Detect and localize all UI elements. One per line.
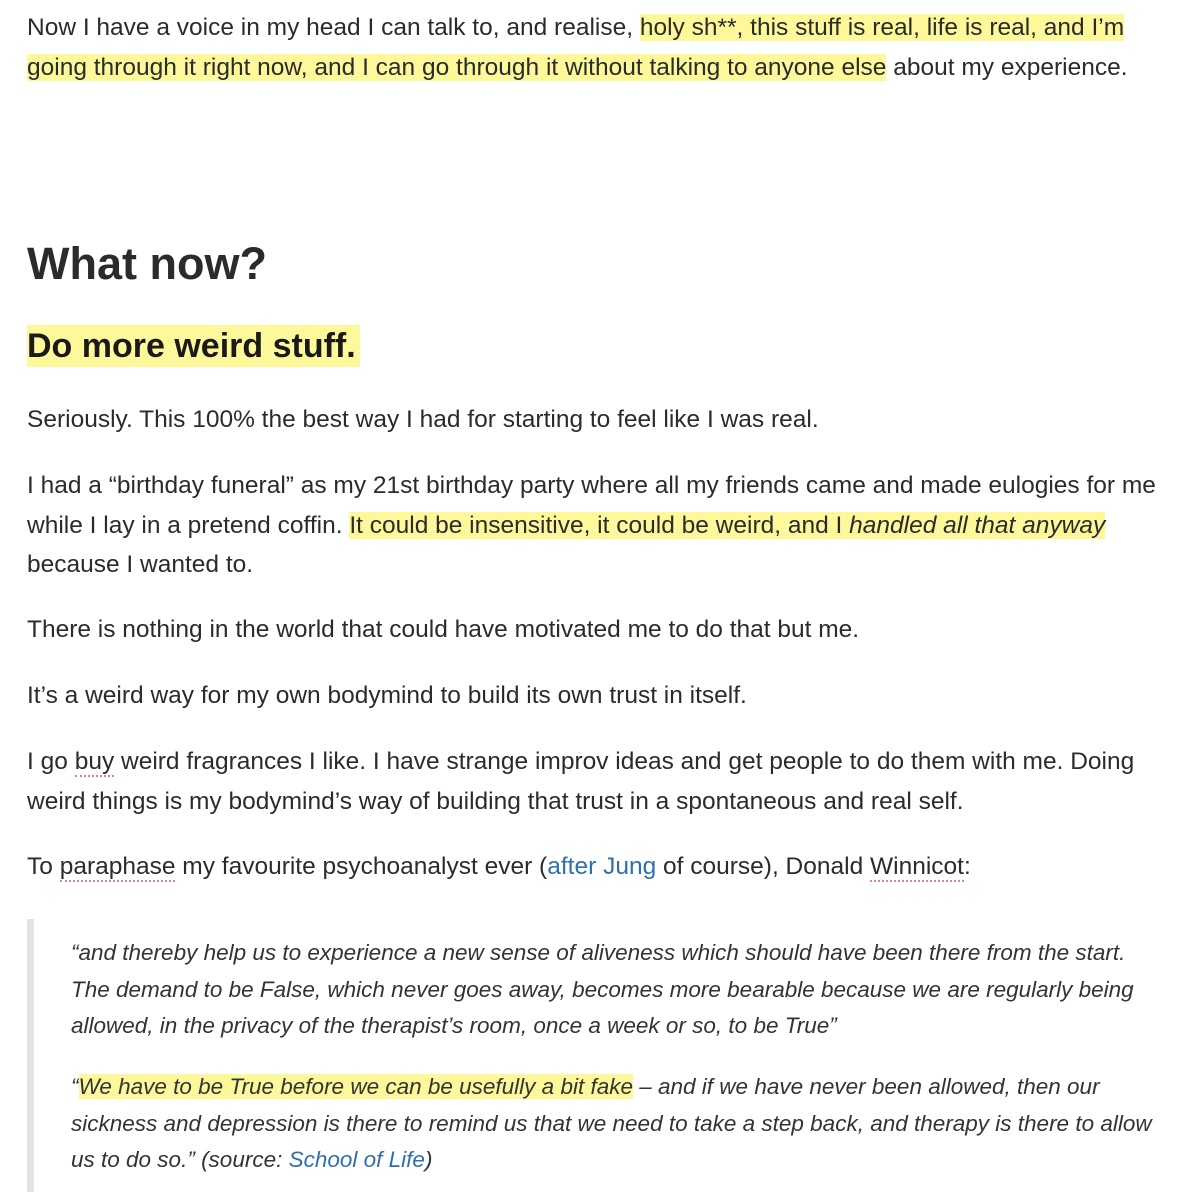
quote-two-text: – and if we have never been allowed, then our sickness and depression is there to remind us that we need to take a step back, and therapy is there to allow us to do so.” (source: [71,1074,1152,1172]
fragrances-text-after: weird fragrances I like. I have strange improv ideas and get people to do them with me. Doing weird things is my bodymind’s way of building that trust in a spontaneous and real self. [27,748,1135,815]
intro-text-before: Now I have a voice in my head I can talk to, and realise, [27,14,640,41]
quote-two-close: ) [424,1147,433,1172]
fragrances-text-before: I go [27,748,75,775]
intro-highlight: holy sh**, this stuff is real, life is real, and I’m going through it right now, and I can go through it without talking to anyone else [27,14,1125,81]
paragraph-funeral [27,466,1187,585]
after-jung-link[interactable]: after Jung [547,853,657,880]
spellcheck-word-winnicot[interactable]: Winnicot [870,853,964,880]
spellcheck-word-paraphase[interactable]: paraphase [59,853,176,880]
blockquote-two [71,1069,1161,1179]
paragraph-fragrances [27,742,1187,821]
paragraph-paraphrase [27,847,1187,887]
paraphrase-text-1: To [27,853,60,880]
paraphrase-text-3: of course), Donald [656,853,871,880]
funeral-highlight [349,512,1105,539]
intro-text-after: about my experience. [886,53,1128,81]
heading-main: What now? [27,238,267,289]
funeral-highlight-text: It could be insensitive, it could be weird, and I [349,511,850,539]
blockquote-bar [27,919,34,1192]
heading-sub-highlight: Do more weird stuff. [27,325,360,367]
paraphrase-text-4: : [963,853,971,880]
quote-two-highlight: We have to be True before we can be usefully a bit fake [78,1074,633,1099]
paragraph-seriously: Seriously. This 100% the best way I had for starting to feel like I was real. [27,406,819,433]
spellcheck-word-buy[interactable]: buy [74,748,115,775]
funeral-highlight-italic: handled all that anyway [849,511,1106,539]
paragraph-weird-way: It’s a weird way for my own bodymind to build its own trust in itself. [27,682,747,709]
funeral-text-after: because I wanted to. [27,551,254,578]
paraphrase-text-2: my favourite psychoanalyst ever ( [175,853,548,880]
quote-two-open: “ [71,1074,79,1099]
paragraph-intro [27,8,1187,87]
blockquote-one: “and thereby help us to experience a new sense of aliveness which should have been there from the start. The demand to be False, which never goes away, becomes more bearable because we are regularly being allowed, in the privacy of the therapist’s room, once a week or so, to be True” [71,940,1134,1038]
heading-sub [27,323,360,369]
paragraph-nothing: There is nothing in the world that could have motivated me to do that but me. [27,616,860,643]
school-of-life-link[interactable]: School of Life [288,1147,425,1172]
funeral-text-before: I had a “birthday funeral” as my 21st birthday party where all my friends came and made eulogies for me while I lay in a pretend coffin. [27,472,1156,539]
